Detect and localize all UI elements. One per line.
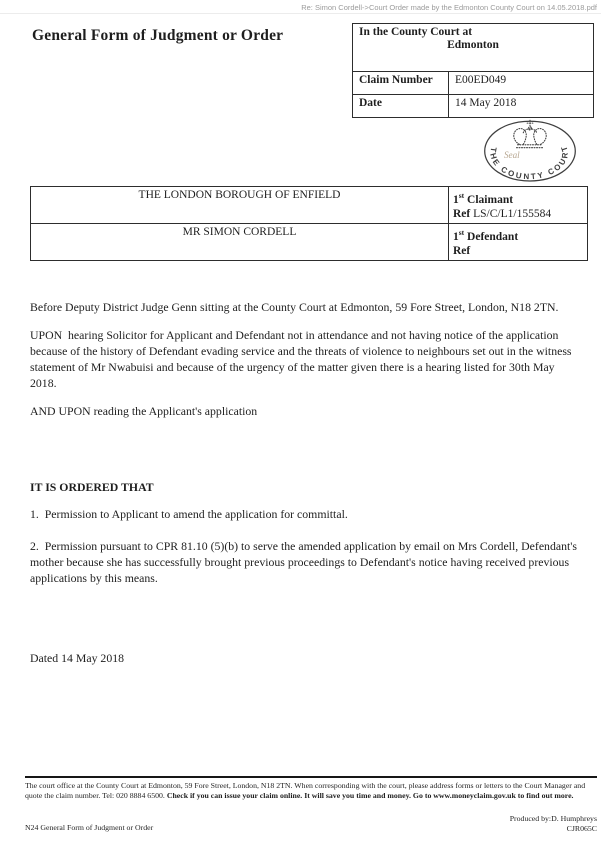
defendant-ref-label: Ref — [453, 244, 471, 257]
claimant-ref-line — [453, 207, 583, 221]
paragraph-upon: UPON hearing Solicitor for Applicant and Defendant not in attendance and not having notice of the application because of the history of Defendant evading service and the threats of violence to neighbours set out in the witness statement of Mr Nwabuisi and because of the urgency of the matter given there is a hearing listed for 30th May 2018. — [30, 328, 575, 390]
claimant-name: THE LONDON BOROUGH OF ENFIELD — [31, 187, 449, 224]
claim-number-label: Claim Number — [353, 72, 449, 95]
court-name-line1: In the County Court at — [359, 26, 473, 38]
order-item-2: 2. Permission pursuant to CPR 81.10 (5)(b) to serve the amended application by email on Mrs Cordell, Defendant's mother because she has successfully brought previous proceedings to Defendant's notice having received previous applications by this means. — [30, 539, 580, 585]
crown-icon — [514, 120, 546, 147]
seal-ring-text: THE COUNTY COURT — [488, 143, 570, 182]
footer-moneyclaim-text: Check if you can issue your claim online. It will save you time and money. Go to www.moneyclaim.gov.uk to find out more. — [166, 791, 574, 800]
court-name-line2: Edmonton — [447, 39, 499, 51]
court-info-table — [352, 23, 594, 118]
claimant-ref-value: LS/C/L1/155584 — [473, 207, 552, 220]
print-header-filename: Re: Simon Cordell->Court Order made by the Edmonton County Court on 14.05.2018.pdf — [301, 3, 597, 12]
table-row-defendant — [31, 223, 588, 260]
footer-office-text: The court office at the County Court at Edmonton, 59 Fore Street, London, N18 2TN. When corresponding with the court, please address forms or letters to the Court Manager and quote the claim number. Tel: 020 8884 6500. — [25, 781, 586, 800]
defendant-name: MR SIMON CORDELL — [31, 223, 449, 260]
claim-number-value: E00ED049 — [449, 72, 594, 95]
defendant-role-title: Defendant — [467, 230, 519, 243]
svg-text:THE COUNTY COURT — [488, 143, 570, 181]
dated-line: Dated 14 May 2018 — [30, 651, 125, 665]
defendant-role-num: 1 — [453, 230, 459, 243]
paragraph-and-upon: AND UPON reading the Applicant's application — [30, 404, 258, 418]
order-item-1: 1. Permission to Applicant to amend the application for committal. — [30, 507, 348, 521]
defendant-role — [453, 226, 583, 244]
claimant-role-num: 1 — [453, 193, 459, 206]
defendant-role-ord: st — [458, 227, 465, 237]
produced-by-block — [510, 814, 597, 834]
defendant-ref-line — [453, 244, 583, 258]
seal-word: Seal — [503, 149, 520, 160]
date-label: Date — [353, 95, 449, 118]
form-code: CJR065C — [566, 824, 597, 833]
paragraph-before-judge: Before Deputy District Judge Genn sitting at the County Court at Edmonton, 59 Fore Street, London, N18 2TN. — [30, 300, 559, 314]
date-value: 14 May 2018 — [449, 95, 594, 118]
print-header-divider — [0, 13, 601, 14]
court-name-cell — [353, 24, 594, 72]
seal-stamp-icon — [477, 112, 583, 194]
county-court-seal — [477, 112, 583, 194]
claimant-ref-label: Ref — [453, 207, 471, 220]
page-title: General Form of Judgment or Order — [32, 27, 284, 44]
defendant-role-cell — [449, 223, 588, 260]
party-table — [30, 186, 588, 261]
claimant-role-ord: st — [458, 191, 465, 200]
form-reference: N24 General Form of Judgment or Order — [25, 823, 154, 832]
footer-court-office-text — [25, 781, 599, 801]
claimant-role-title: Claimant — [467, 193, 514, 206]
ordered-heading: IT IS ORDERED THAT — [30, 480, 154, 494]
footer-divider — [25, 776, 597, 778]
produced-by: Produced by:D. Humphreys — [509, 814, 597, 823]
